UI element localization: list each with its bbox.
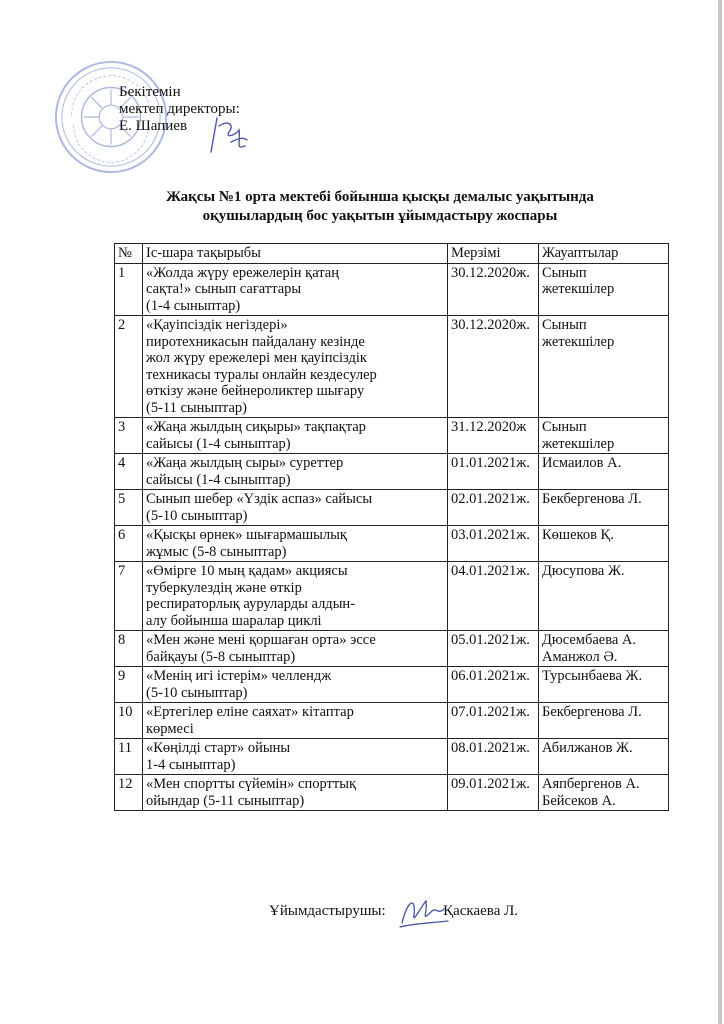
- row-number: 3: [115, 418, 143, 454]
- table-row: [115, 667, 669, 703]
- row-date: 04.01.2021ж.: [448, 562, 539, 631]
- row-date: 31.12.2020ж: [448, 418, 539, 454]
- row-responsible: Бекбергенова Л.: [539, 703, 669, 739]
- row-responsible: Дюсупова Ж.: [539, 562, 669, 631]
- header-date: Мерзімі: [448, 244, 539, 264]
- row-responsible: Сынып жетекшілер: [539, 316, 669, 418]
- plan-table: [114, 243, 669, 811]
- row-number: 9: [115, 667, 143, 703]
- row-date: 07.01.2021ж.: [448, 703, 539, 739]
- row-event: «Жаңа жылдың сыры» суреттер сайысы (1-4 сыныптар): [143, 454, 448, 490]
- row-event: «Менің игі істерім» челлендж (5-10 сыныптар): [143, 667, 448, 703]
- row-number: 10: [115, 703, 143, 739]
- table-row: [115, 739, 669, 775]
- approval-line-3: Е. Шапиев: [119, 118, 188, 134]
- header-responsible: Жауаптылар: [539, 244, 669, 264]
- row-number: 8: [115, 631, 143, 667]
- scan-edge: [718, 0, 722, 1024]
- row-date: 03.01.2021ж.: [448, 526, 539, 562]
- row-event: «Мен және мені қоршаған орта» эссе байқауы (5-8 сыныптар): [143, 631, 448, 667]
- table-row: [115, 775, 669, 811]
- organizer-line: [269, 903, 518, 920]
- row-event: «Қысқы өрнек» шығармашылық жұмыс (5-8 сыныптар): [143, 526, 448, 562]
- row-event: «Мен спортты сүйемін» спорттық ойындар (5-11 сыныптар): [143, 775, 448, 811]
- table-row: [115, 562, 669, 631]
- row-event: «Ертегілер еліне саяхат» кітаптар көрмесі: [143, 703, 448, 739]
- row-number: 4: [115, 454, 143, 490]
- row-responsible: Сынып жетекшілер: [539, 418, 669, 454]
- table-header-row: [115, 244, 669, 264]
- row-date: 08.01.2021ж.: [448, 739, 539, 775]
- table-row: [115, 316, 669, 418]
- row-date: 30.12.2020ж.: [448, 263, 539, 316]
- table-row: [115, 703, 669, 739]
- row-number: 6: [115, 526, 143, 562]
- row-event: «Жолда жүру ережелерін қатаң сақта!» сынып сағаттары (1-4 сыныптар): [143, 263, 448, 316]
- approval-line-1: Бекітемін: [119, 84, 181, 100]
- row-event: «Жаңа жылдың сиқыры» тақпақтар сайысы (1-4 сыныптар): [143, 418, 448, 454]
- row-number: 12: [115, 775, 143, 811]
- row-number: 11: [115, 739, 143, 775]
- title-line-1: Жақсы №1 орта мектебі бойынша қысқы демалыс уақытында: [166, 189, 594, 205]
- row-event: Сынып шебер «Үздік аспаз» сайысы (5-10 сыныптар): [143, 490, 448, 526]
- row-number: 5: [115, 490, 143, 526]
- table-row: [115, 526, 669, 562]
- row-responsible: Абилжанов Ж.: [539, 739, 669, 775]
- row-responsible: Аяпбергенов А. Бейсеков А.: [539, 775, 669, 811]
- document-title: [100, 188, 660, 226]
- table-row: [115, 263, 669, 316]
- organizer-signature-icon: [398, 893, 450, 933]
- row-responsible: Дюсембаева А. Аманжол Ә.: [539, 631, 669, 667]
- table-row: [115, 631, 669, 667]
- row-date: 09.01.2021ж.: [448, 775, 539, 811]
- table-row: [115, 418, 669, 454]
- row-date: 06.01.2021ж.: [448, 667, 539, 703]
- header-number: №: [115, 244, 143, 264]
- row-event: «Қауіпсіздік негіздері» пиротехникасын пайдалану кезінде жол жүру ережелері мен қауіпсіздік техникасы туралы онлайн кездесулер өткізу және бейнероликтер шығару (5-11 сыныптар): [143, 316, 448, 418]
- row-responsible: Көшеков Қ.: [539, 526, 669, 562]
- row-responsible: Турсынбаева Ж.: [539, 667, 669, 703]
- row-event: «Көңілді старт» ойыны 1-4 сыныптар): [143, 739, 448, 775]
- row-event: «Өмірге 10 мың қадам» акциясы туберкулездің және өткір респираторлық ауруларды алдын- алу бойынша шаралар циклі: [143, 562, 448, 631]
- table-row: [115, 490, 669, 526]
- approval-line-2: мектеп директоры:: [119, 101, 240, 117]
- row-responsible: Исмаилов А.: [539, 454, 669, 490]
- title-line-2: оқушылардың бос уақытын ұйымдастыру жоспары: [202, 208, 558, 224]
- row-date: 01.01.2021ж.: [448, 454, 539, 490]
- row-number: 2: [115, 316, 143, 418]
- row-responsible: Сынып жетекшілер: [539, 263, 669, 316]
- header-event: Іс-шара тақырыбы: [143, 244, 448, 264]
- director-signature-icon: [205, 116, 250, 156]
- row-date: 02.01.2021ж.: [448, 490, 539, 526]
- row-date: 30.12.2020ж.: [448, 316, 539, 418]
- row-number: 7: [115, 562, 143, 631]
- row-number: 1: [115, 263, 143, 316]
- table-row: [115, 454, 669, 490]
- row-responsible: Бекбергенова Л.: [539, 490, 669, 526]
- organizer-label: Ұйымдастырушы:: [269, 903, 386, 919]
- organizer-name: Қаскаева Л.: [443, 903, 519, 919]
- row-date: 05.01.2021ж.: [448, 631, 539, 667]
